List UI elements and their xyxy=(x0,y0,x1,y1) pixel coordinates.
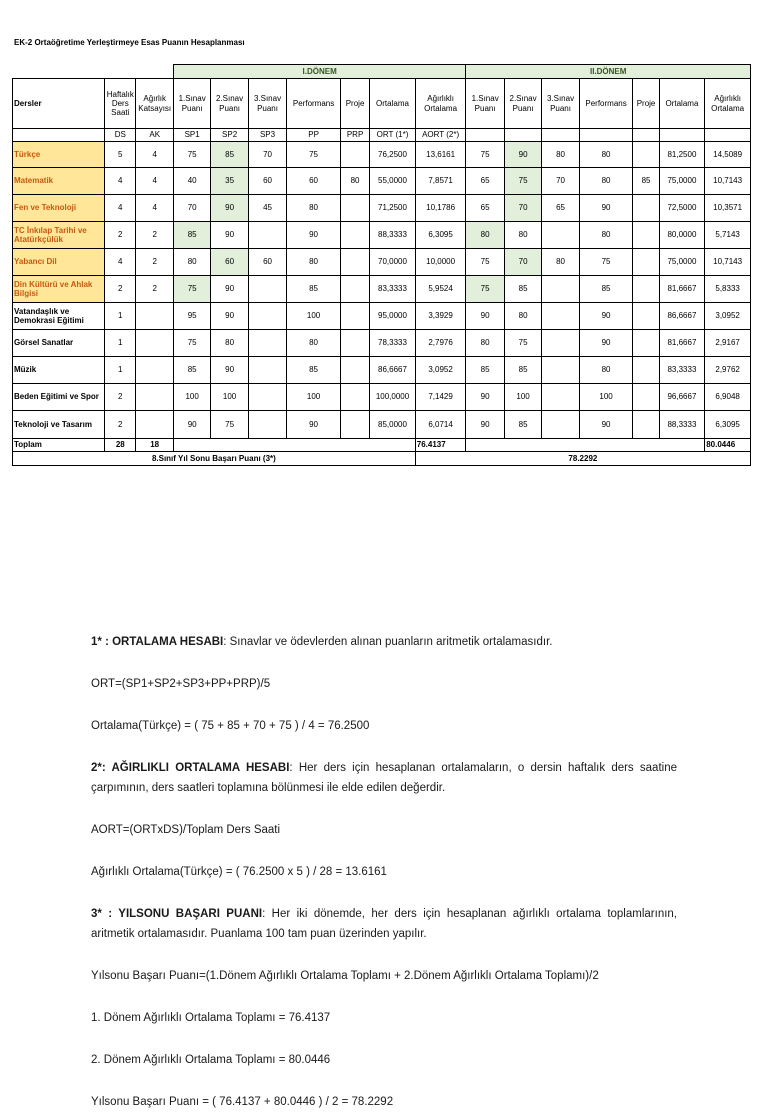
header-katsayi: Ağırlık Katsayısı xyxy=(136,79,173,129)
code-pp: PP xyxy=(287,129,341,142)
weight-cell xyxy=(136,384,173,411)
note-2-heading: 2*: AĞIRLIKLI ORTALAMA HESABI xyxy=(91,762,290,774)
note-3 xyxy=(91,904,677,944)
header-p2-ortalama: Ortalama xyxy=(659,79,705,129)
score-d2-sp3: 65 xyxy=(542,195,579,222)
column-header-row xyxy=(13,79,751,129)
subject-row xyxy=(13,195,751,222)
header-p2-sinav1: 1.Sınav Puanı xyxy=(466,79,504,129)
score-d1-sp1: 40 xyxy=(173,168,210,195)
score-d1-ort: 95,0000 xyxy=(370,303,416,330)
score-d1-prp: 80 xyxy=(340,168,369,195)
subject-name: Fen ve Teknoloji xyxy=(13,195,105,222)
score-d1-ort: 71,2500 xyxy=(370,195,416,222)
header-p1-agirlikli: Ağırlıklı Ortalama xyxy=(415,79,466,129)
score-d2-ort: 86,6667 xyxy=(659,303,705,330)
score-d1-ort: 86,6667 xyxy=(370,357,416,384)
score-d1-sp1: 85 xyxy=(173,357,210,384)
subject-name: TC İnkılap Tarihi ve Atatürkçülük xyxy=(13,222,105,249)
score-d2-prp xyxy=(633,249,659,276)
weekly-hours-cell: 1 xyxy=(105,357,136,384)
subject-name: Yabancı Dil xyxy=(13,249,105,276)
weekly-hours-cell: 2 xyxy=(105,222,136,249)
final-score-row xyxy=(13,452,751,466)
score-d1-sp3 xyxy=(248,384,286,411)
score-d2-sp1: 85 xyxy=(466,357,504,384)
code-sp1: SP1 xyxy=(173,129,210,142)
score-d2-prp: 85 xyxy=(633,168,659,195)
score-d2-ort: 81,2500 xyxy=(659,142,705,168)
score-d2-sp2: 85 xyxy=(504,276,541,303)
score-d1-ort: 76,2500 xyxy=(370,142,416,168)
header-p2-performans: Performans xyxy=(579,79,633,129)
score-d1-pp: 60 xyxy=(287,168,341,195)
header-dersler: Dersler xyxy=(13,79,105,129)
score-d2-ort: 72,5000 xyxy=(659,195,705,222)
code-p2-blank xyxy=(633,129,659,142)
score-d2-aort: 2,9167 xyxy=(705,330,751,357)
score-d1-pp: 90 xyxy=(287,411,341,439)
code-prp: PRP xyxy=(340,129,369,142)
score-d2-sp1: 65 xyxy=(466,168,504,195)
note-1-heading: 1* : ORTALAMA HESABI xyxy=(91,636,224,648)
score-d2-sp2: 70 xyxy=(504,249,541,276)
note-3-text: : Her iki dönemde, her ders için hesaplanan ağırlıklı ortalama toplamlarının, aritmetik ortalamasıdır. Puanlama 100 tam puan üzerinden yapılır. xyxy=(91,908,677,940)
score-d2-ort: 75,0000 xyxy=(659,249,705,276)
header-p1-sinav3: 3.Sınav Puanı xyxy=(248,79,286,129)
code-blank xyxy=(13,129,105,142)
subject-row xyxy=(13,249,751,276)
score-d2-prp xyxy=(633,222,659,249)
totals-row xyxy=(13,439,751,452)
score-d1-sp2: 80 xyxy=(211,330,248,357)
score-d2-pp: 90 xyxy=(579,330,633,357)
header-haftalik: Haftalık Ders Saati xyxy=(105,79,136,129)
weekly-hours-cell: 2 xyxy=(105,411,136,439)
score-d1-sp2: 90 xyxy=(211,195,248,222)
score-d2-prp xyxy=(633,195,659,222)
code-aort: AORT (2*) xyxy=(415,129,466,142)
score-d1-sp3 xyxy=(248,276,286,303)
score-d2-sp1: 65 xyxy=(466,195,504,222)
subject-row xyxy=(13,411,751,439)
weight-cell: 2 xyxy=(136,276,173,303)
weight-cell: 4 xyxy=(136,195,173,222)
score-d1-sp3 xyxy=(248,222,286,249)
header-p2-proje: Proje xyxy=(633,79,659,129)
final-score-label: 8.Sınıf Yıl Sonu Başarı Puanı (3*) xyxy=(13,452,416,466)
score-d2-pp: 90 xyxy=(579,303,633,330)
score-d1-aort: 10,1786 xyxy=(415,195,466,222)
score-d2-sp2: 85 xyxy=(504,357,541,384)
score-d2-sp3 xyxy=(542,384,579,411)
weight-cell: 2 xyxy=(136,249,173,276)
note-1 xyxy=(91,632,677,652)
score-d1-sp3: 45 xyxy=(248,195,286,222)
score-d1-sp2: 90 xyxy=(211,276,248,303)
score-d2-sp3 xyxy=(542,357,579,384)
score-d2-sp2: 85 xyxy=(504,411,541,439)
score-d1-ort: 70,0000 xyxy=(370,249,416,276)
score-d2-sp3 xyxy=(542,303,579,330)
score-d1-sp2: 35 xyxy=(211,168,248,195)
code-ort: ORT (1*) xyxy=(370,129,416,142)
score-d2-ort: 96,6667 xyxy=(659,384,705,411)
weekly-hours-cell: 4 xyxy=(105,168,136,195)
code-sp2: SP2 xyxy=(211,129,248,142)
score-d2-sp3: 80 xyxy=(542,249,579,276)
totals-ds: 28 xyxy=(105,439,136,452)
score-d1-sp2: 90 xyxy=(211,357,248,384)
score-d1-aort: 10,0000 xyxy=(415,249,466,276)
weekly-hours-cell: 4 xyxy=(105,195,136,222)
score-d1-sp2: 90 xyxy=(211,303,248,330)
score-d2-sp2: 75 xyxy=(504,168,541,195)
score-d1-sp2: 85 xyxy=(211,142,248,168)
subject-row xyxy=(13,330,751,357)
score-d1-sp3: 70 xyxy=(248,142,286,168)
score-d2-sp1: 80 xyxy=(466,330,504,357)
score-d1-ort: 83,3333 xyxy=(370,276,416,303)
header-p2-sinav2: 2.Sınav Puanı xyxy=(504,79,541,129)
subject-name: Din Kültürü ve Ahlak Bilgisi xyxy=(13,276,105,303)
header-p1-sinav2: 2.Sınav Puanı xyxy=(211,79,248,129)
score-d1-prp xyxy=(340,357,369,384)
score-d2-sp3 xyxy=(542,411,579,439)
code-p2-blank xyxy=(466,129,504,142)
score-d1-aort: 3,0952 xyxy=(415,357,466,384)
subject-name: Görsel Sanatlar xyxy=(13,330,105,357)
score-d2-aort: 10,3571 xyxy=(705,195,751,222)
subject-row xyxy=(13,222,751,249)
subject-row xyxy=(13,357,751,384)
code-p2-blank xyxy=(504,129,541,142)
weight-cell: 2 xyxy=(136,222,173,249)
score-d2-pp: 80 xyxy=(579,357,633,384)
score-d2-sp3 xyxy=(542,330,579,357)
score-d1-pp: 80 xyxy=(287,195,341,222)
header-p1-proje: Proje xyxy=(340,79,369,129)
note-3-sum-1: 1. Dönem Ağırlıklı Ortalama Toplamı = 76.4137 xyxy=(91,1012,331,1024)
score-d1-pp: 100 xyxy=(287,303,341,330)
note-3-sum-2: 2. Dönem Ağırlıklı Ortalama Toplamı = 80.0446 xyxy=(91,1054,331,1066)
score-d1-sp1: 90 xyxy=(173,411,210,439)
score-d1-pp: 85 xyxy=(287,357,341,384)
subject-row xyxy=(13,384,751,411)
score-d2-pp: 75 xyxy=(579,249,633,276)
document-title: EK-2 Ortaöğretime Yerleştirmeye Esas Puanın Hesaplanması xyxy=(14,38,245,47)
score-d1-sp1: 75 xyxy=(173,330,210,357)
score-d2-ort: 81,6667 xyxy=(659,276,705,303)
weight-cell: 4 xyxy=(136,168,173,195)
final-score-value: 78.2292 xyxy=(415,452,750,466)
score-d1-sp1: 75 xyxy=(173,276,210,303)
totals-p2-blank xyxy=(466,439,705,452)
score-d2-sp2: 75 xyxy=(504,330,541,357)
score-d2-sp3 xyxy=(542,276,579,303)
score-d2-aort: 10,7143 xyxy=(705,168,751,195)
code-p2-blank xyxy=(579,129,633,142)
header-blank xyxy=(13,65,174,79)
score-d2-sp1: 90 xyxy=(466,384,504,411)
score-d1-aort: 6,0714 xyxy=(415,411,466,439)
totals-p1-blank xyxy=(173,439,415,452)
score-d2-sp2: 90 xyxy=(504,142,541,168)
score-d1-sp1: 75 xyxy=(173,142,210,168)
score-d2-sp3: 70 xyxy=(542,168,579,195)
score-d1-prp xyxy=(340,411,369,439)
score-d2-ort: 88,3333 xyxy=(659,411,705,439)
score-d2-ort: 75,0000 xyxy=(659,168,705,195)
score-d2-sp2: 80 xyxy=(504,222,541,249)
subject-name: Vatandaşlık ve Demokrasi Eğitimi xyxy=(13,303,105,330)
score-d2-sp1: 90 xyxy=(466,411,504,439)
weekly-hours-cell: 5 xyxy=(105,142,136,168)
code-header-row xyxy=(13,129,751,142)
score-d1-prp xyxy=(340,276,369,303)
weight-cell: 4 xyxy=(136,142,173,168)
score-d2-sp1: 80 xyxy=(466,222,504,249)
score-d2-sp3 xyxy=(542,222,579,249)
score-d2-prp xyxy=(633,411,659,439)
score-d2-sp1: 75 xyxy=(466,142,504,168)
score-d1-aort: 3,3929 xyxy=(415,303,466,330)
score-d2-ort: 83,3333 xyxy=(659,357,705,384)
weight-cell xyxy=(136,411,173,439)
score-d2-ort: 81,6667 xyxy=(659,330,705,357)
header-p2-agirlikli: Ağırlıklı Ortalama xyxy=(705,79,751,129)
score-d2-pp: 80 xyxy=(579,222,633,249)
score-d1-ort: 85,0000 xyxy=(370,411,416,439)
score-d1-prp xyxy=(340,222,369,249)
score-d2-aort: 14,5089 xyxy=(705,142,751,168)
score-d2-sp1: 90 xyxy=(466,303,504,330)
score-d2-pp: 80 xyxy=(579,142,633,168)
score-d1-sp1: 70 xyxy=(173,195,210,222)
score-d1-ort: 88,3333 xyxy=(370,222,416,249)
code-ak: AK xyxy=(136,129,173,142)
subject-name: Teknoloji ve Tasarım xyxy=(13,411,105,439)
score-d1-pp: 100 xyxy=(287,384,341,411)
totals-label: Toplam xyxy=(13,439,105,452)
score-d2-aort: 2,9762 xyxy=(705,357,751,384)
score-d1-pp: 80 xyxy=(287,249,341,276)
score-d2-prp xyxy=(633,330,659,357)
score-d1-sp3: 60 xyxy=(248,168,286,195)
note-1-formula: ORT=(SP1+SP2+SP3+PP+PRP)/5 xyxy=(91,678,271,690)
score-d2-prp xyxy=(633,357,659,384)
note-2-example: Ağırlıklı Ortalama(Türkçe) = ( 76.2500 x 5 ) / 28 = 13.6161 xyxy=(91,866,387,878)
score-d2-aort: 5,8333 xyxy=(705,276,751,303)
score-d1-sp1: 80 xyxy=(173,249,210,276)
weekly-hours-cell: 4 xyxy=(105,249,136,276)
note-3-heading: 3* : YILSONU BAŞARI PUANI xyxy=(91,908,263,920)
code-ds: DS xyxy=(105,129,136,142)
period-1-header: I.DÖNEM xyxy=(173,65,465,79)
subject-row xyxy=(13,142,751,168)
score-d2-sp2: 100 xyxy=(504,384,541,411)
score-d2-aort: 6,9048 xyxy=(705,384,751,411)
weekly-hours-cell: 1 xyxy=(105,330,136,357)
note-3-formula: Yılsonu Başarı Puanı=(1.Dönem Ağırlıklı Ortalama Toplamı + 2.Dönem Ağırlıklı Ortalama Toplamı)/2 xyxy=(91,970,599,982)
weekly-hours-cell: 1 xyxy=(105,303,136,330)
score-d1-ort: 100,0000 xyxy=(370,384,416,411)
header-p1-performans: Performans xyxy=(287,79,341,129)
score-d1-prp xyxy=(340,330,369,357)
score-d1-sp2: 75 xyxy=(211,411,248,439)
score-d1-aort: 2,7976 xyxy=(415,330,466,357)
score-d2-pp: 90 xyxy=(579,411,633,439)
weekly-hours-cell: 2 xyxy=(105,276,136,303)
score-d1-aort: 6,3095 xyxy=(415,222,466,249)
subject-name: Beden Eğitimi ve Spor xyxy=(13,384,105,411)
score-d1-pp: 80 xyxy=(287,330,341,357)
period-header-row xyxy=(13,65,751,79)
score-d1-sp3 xyxy=(248,357,286,384)
score-d2-aort: 5,7143 xyxy=(705,222,751,249)
score-d2-aort: 3,0952 xyxy=(705,303,751,330)
score-d1-aort: 7,8571 xyxy=(415,168,466,195)
grade-table xyxy=(12,64,751,466)
score-d1-sp3 xyxy=(248,303,286,330)
header-p2-sinav3: 3.Sınav Puanı xyxy=(542,79,579,129)
score-d1-prp xyxy=(340,249,369,276)
score-d1-pp: 75 xyxy=(287,142,341,168)
score-d2-pp: 90 xyxy=(579,195,633,222)
weight-cell xyxy=(136,303,173,330)
code-p2-blank xyxy=(659,129,705,142)
score-d1-prp xyxy=(340,195,369,222)
score-d1-pp: 85 xyxy=(287,276,341,303)
totals-ak: 18 xyxy=(136,439,173,452)
score-d1-aort: 7,1429 xyxy=(415,384,466,411)
score-d2-prp xyxy=(633,276,659,303)
notes-section xyxy=(91,632,677,1112)
subject-name: Müzik xyxy=(13,357,105,384)
score-d1-sp3: 60 xyxy=(248,249,286,276)
score-d1-sp2: 90 xyxy=(211,222,248,249)
score-d2-ort: 80,0000 xyxy=(659,222,705,249)
code-sp3: SP3 xyxy=(248,129,286,142)
subject-row xyxy=(13,168,751,195)
score-d2-sp1: 75 xyxy=(466,249,504,276)
weight-cell xyxy=(136,330,173,357)
note-1-text: : Sınavlar ve ödevlerden alınan puanların aritmetik ortalamasıdır. xyxy=(223,636,553,648)
period-2-header: II.DÖNEM xyxy=(466,65,751,79)
score-d1-prp xyxy=(340,142,369,168)
score-d2-sp2: 80 xyxy=(504,303,541,330)
score-d1-sp1: 95 xyxy=(173,303,210,330)
code-p2-blank xyxy=(705,129,751,142)
score-d1-sp2: 60 xyxy=(211,249,248,276)
score-d1-pp: 90 xyxy=(287,222,341,249)
score-d2-prp xyxy=(633,384,659,411)
period-2-total: 80.0446 xyxy=(705,439,751,452)
score-d1-sp1: 100 xyxy=(173,384,210,411)
header-p1-ortalama: Ortalama xyxy=(370,79,416,129)
score-d1-ort: 78,3333 xyxy=(370,330,416,357)
note-1-example: Ortalama(Türkçe) = ( 75 + 85 + 70 + 75 ) / 4 = 76.2500 xyxy=(91,720,370,732)
note-2-text: : Her ders için hesaplanan ortalamaların, o dersin haftalık ders saatine çarpımının, ders saatleri toplamına bölünmesi ile elde edilen değerdir. xyxy=(91,762,677,794)
score-d2-aort: 6,3095 xyxy=(705,411,751,439)
note-3-example: Yılsonu Başarı Puanı = ( 76.4137 + 80.0446 ) / 2 = 78.2292 xyxy=(91,1096,394,1108)
score-d1-prp xyxy=(340,384,369,411)
score-d1-ort: 55,0000 xyxy=(370,168,416,195)
score-d2-pp: 80 xyxy=(579,168,633,195)
subject-row xyxy=(13,303,751,330)
score-d1-sp1: 85 xyxy=(173,222,210,249)
subject-name: Türkçe xyxy=(13,142,105,168)
note-2 xyxy=(91,758,677,798)
weight-cell xyxy=(136,357,173,384)
score-d1-sp2: 100 xyxy=(211,384,248,411)
score-d2-prp xyxy=(633,303,659,330)
subject-name: Matematik xyxy=(13,168,105,195)
score-d2-pp: 85 xyxy=(579,276,633,303)
score-d2-sp2: 70 xyxy=(504,195,541,222)
score-d1-sp3 xyxy=(248,330,286,357)
score-d1-aort: 13,6161 xyxy=(415,142,466,168)
weekly-hours-cell: 2 xyxy=(105,384,136,411)
note-2-formula: AORT=(ORTxDS)/Toplam Ders Saati xyxy=(91,824,281,836)
subject-row xyxy=(13,276,751,303)
score-d2-sp1: 75 xyxy=(466,276,504,303)
score-d2-pp: 100 xyxy=(579,384,633,411)
period-1-total: 76.4137 xyxy=(415,439,466,452)
score-d1-aort: 5,9524 xyxy=(415,276,466,303)
score-d2-aort: 10,7143 xyxy=(705,249,751,276)
header-p1-sinav1: 1.Sınav Puanı xyxy=(173,79,210,129)
score-d1-prp xyxy=(340,303,369,330)
score-d2-prp xyxy=(633,142,659,168)
score-d1-sp3 xyxy=(248,411,286,439)
score-d2-sp3: 80 xyxy=(542,142,579,168)
code-p2-blank xyxy=(542,129,579,142)
